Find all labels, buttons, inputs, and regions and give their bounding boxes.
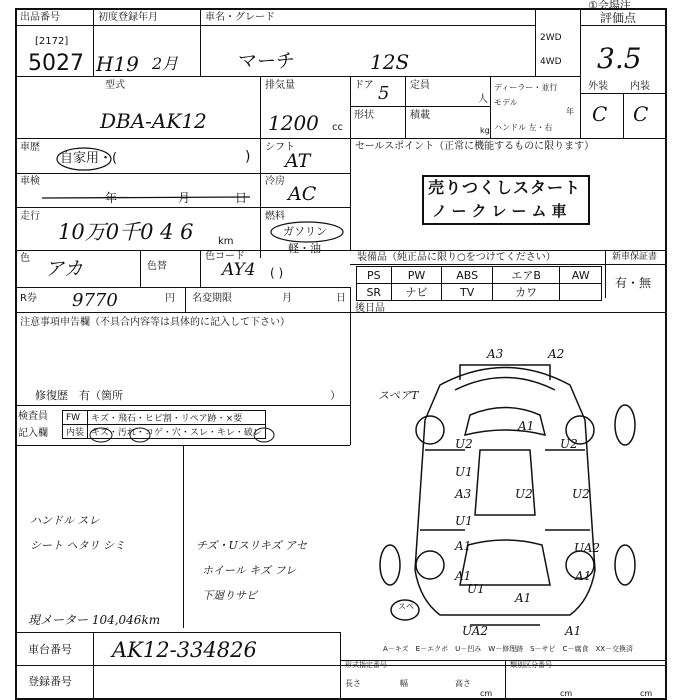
options-table: [356, 266, 602, 301]
chassis-value: AK12-334826: [112, 638, 257, 662]
load-label: 積載: [410, 110, 430, 121]
door-label: ドア: [354, 80, 374, 91]
inspection-label: 車検: [20, 176, 40, 187]
damage-mark: A1: [565, 624, 582, 638]
lot-label: 出品番号: [20, 12, 60, 23]
inspector-cell: キズ・汚れ・コゲ・穴・スレ・キレ・破レ: [88, 425, 266, 439]
handle-label: ハンドル 左・右: [494, 123, 553, 132]
inspection-day: 日: [235, 191, 248, 205]
lot-number: 5027: [28, 51, 84, 76]
divider: [340, 632, 341, 700]
divider: [505, 660, 506, 700]
options-row: [357, 267, 602, 284]
divider: [605, 250, 606, 298]
exterior-label: 外装: [588, 81, 608, 92]
divider: [15, 405, 350, 406]
divider: [260, 76, 261, 258]
width-label: 幅: [400, 679, 408, 688]
damage-mark: UA2: [462, 624, 489, 638]
damage-mark: U1: [455, 514, 473, 528]
history-value: 自家用・(: [60, 151, 118, 166]
recycle-unit: 円: [165, 293, 175, 304]
height-label: 高さ: [455, 679, 471, 688]
damage-diagram: [360, 340, 660, 640]
ac-label: 冷房: [265, 176, 285, 187]
deadline-month: 月: [282, 293, 292, 304]
door-value: 5: [378, 83, 390, 104]
car-name: マーチ: [238, 50, 296, 72]
inspector-cell: FW: [63, 411, 88, 425]
divider: [350, 405, 351, 445]
person-unit: 人: [478, 94, 488, 105]
option-cell: PW: [391, 267, 442, 284]
repair-history-label: 修復歴 有（箇所: [35, 389, 123, 402]
note-right-3: 下廻りサビ: [202, 589, 257, 602]
size-left-label: 形式指定番号: [345, 661, 387, 669]
color-value: アカ: [45, 258, 83, 280]
damage-mark: A1: [455, 539, 472, 553]
divider: [350, 138, 351, 250]
damage-mark: A1: [575, 569, 592, 583]
circle-mark: [88, 426, 288, 444]
spare-mark: スペ: [398, 602, 414, 611]
color-change-label: 色替: [147, 261, 167, 272]
option-cell: AW: [560, 267, 602, 284]
new-car-warranty-label: 新車保証書: [612, 252, 658, 262]
divider: [185, 287, 186, 312]
inspector-cell: キズ・飛石・ヒビ割・リペア跡・×要: [88, 411, 266, 425]
inspection-month: 月: [178, 191, 191, 205]
drive-2wd: 2WD: [540, 33, 562, 43]
inspector-label-1: 検査員: [18, 411, 48, 422]
divider: [15, 138, 667, 139]
divider: [15, 287, 350, 288]
divider: [580, 8, 581, 138]
damage-mark: U1: [455, 465, 473, 479]
grade-label: 評価点: [600, 11, 637, 25]
damage-mark: U2: [515, 487, 533, 501]
damage-mark: A1: [455, 569, 472, 583]
divider: [15, 173, 350, 174]
divider: [580, 25, 667, 26]
history-close: ): [245, 149, 251, 165]
divider: [623, 93, 624, 138]
mileage-value: 10万0千0 4 6: [58, 220, 194, 244]
option-cell: PS: [357, 267, 392, 284]
inspector-row: [63, 411, 266, 425]
notes-title: 注意事項申告欄（不具合内容等は具体的に記入して下さい）: [20, 317, 290, 328]
sales-point-label: セールスポイント（正常に機能するものに限ります）: [355, 141, 595, 152]
note-left-1: ハンドル スレ: [30, 514, 100, 527]
strike-line: [40, 188, 255, 208]
options-title: 装備品（純正品に限り○をつけてください）: [357, 252, 556, 263]
grade-name: 12S: [370, 50, 410, 74]
damage-mark: U2: [572, 487, 590, 501]
divider: [15, 665, 667, 666]
spare-tire-mark: スペアT: [378, 389, 419, 402]
option-cell: ナビ: [391, 284, 442, 301]
note-right-1: チズ・Uスリキズ アセ: [196, 539, 307, 552]
option-cell: カワ: [492, 284, 559, 301]
color-label: 色: [20, 253, 30, 264]
first-reg-year: H19: [96, 52, 139, 76]
shape-label: 形状: [354, 110, 374, 121]
divider: [183, 445, 184, 628]
first-reg-month: 2月: [152, 54, 179, 73]
divider: [350, 264, 667, 265]
divider: [15, 250, 667, 251]
model-label: 型式: [105, 80, 125, 91]
shift-value: AT: [285, 150, 311, 172]
damage-mark: U2: [560, 437, 578, 451]
divider: [350, 76, 351, 138]
option-cell: ABS: [442, 267, 493, 284]
lot-code: [2172]: [35, 36, 69, 47]
divider: [15, 312, 667, 313]
interior-grade: C: [633, 102, 649, 126]
registration-label: 登録番号: [28, 675, 72, 688]
diagram-legend: A－キズ E－エクボ U－凹み W－修理跡 S－サビ C－腐食 XX－交換済: [383, 645, 634, 653]
interior-label: 内装: [630, 81, 650, 92]
warranty-value: 有・無: [615, 276, 652, 290]
venue-label: ①会場注: [588, 0, 631, 12]
kg-unit: kg: [480, 126, 490, 135]
fuel-other: ( ): [270, 266, 284, 280]
model-value: DBA-AK12: [100, 109, 207, 133]
divider: [200, 8, 201, 76]
drive-4wd: 4WD: [540, 57, 562, 67]
exterior-grade: C: [592, 102, 608, 126]
cm-unit: cm: [560, 689, 573, 698]
divider: [405, 76, 406, 138]
ac-value: AC: [288, 183, 317, 205]
damage-mark: U2: [455, 437, 473, 451]
divider: [340, 660, 667, 661]
recycle-label: R券: [20, 293, 37, 304]
cc-unit: cc: [332, 122, 343, 133]
inspection-year: 年: [105, 191, 118, 205]
dealer-label: ディーラー・並行: [494, 83, 558, 92]
inspector-cell: 内装: [63, 425, 88, 439]
car-name-label: 車名・グレード: [205, 12, 275, 23]
divider: [140, 250, 141, 287]
damage-mark: A1: [515, 591, 532, 605]
divider: [350, 106, 490, 107]
note-right-2: ホイール キズ フレ: [202, 564, 297, 577]
inspector-label-2: 記入欄: [18, 428, 48, 439]
mileage-unit: km: [218, 236, 234, 247]
cc-value: 1200: [268, 111, 319, 135]
stamp-line1: 売りつくしスタート: [428, 178, 582, 197]
damage-mark: A3: [487, 347, 504, 361]
capacity-label: 定員: [410, 80, 430, 91]
chassis-label: 車台番号: [28, 643, 72, 656]
fuel-label: 燃料: [265, 211, 285, 222]
divider: [200, 250, 201, 287]
divider: [15, 76, 580, 77]
first-reg-label: 初度登録年月: [98, 12, 158, 23]
recycle-value: 9770: [72, 290, 118, 311]
later-items-label: 後日品: [355, 303, 385, 314]
option-cell: TV: [442, 284, 493, 301]
stamp-line2: ノークレーム車: [432, 202, 572, 220]
option-cell: [560, 284, 602, 301]
overall-score: 3.5: [597, 42, 642, 75]
damage-mark: U1: [467, 582, 485, 596]
color-code-label: 色コード: [205, 251, 245, 262]
length-label: 長さ: [345, 679, 361, 688]
model-year-label: モデル: [494, 98, 518, 107]
size-right-label: 類別区分番号: [510, 661, 552, 669]
history-label: 車歴: [20, 142, 40, 153]
circle-mark: [54, 146, 114, 172]
damage-mark: A2: [548, 347, 565, 361]
divider: [93, 8, 94, 76]
cc-label: 排気量: [265, 80, 295, 91]
meter-note: 現メーター 104,046km: [28, 613, 161, 627]
deadline-day: 日: [336, 293, 346, 304]
year-unit: 年: [566, 107, 574, 116]
options-row: [357, 284, 602, 301]
option-cell: エアB: [492, 267, 559, 284]
option-cell: SR: [357, 284, 392, 301]
divider: [15, 632, 340, 633]
fuel-diesel: 軽・油: [288, 242, 321, 255]
repair-history-close: ）: [330, 389, 341, 402]
damage-mark: A3: [455, 487, 472, 501]
cm-unit: cm: [640, 689, 653, 698]
divider: [350, 287, 351, 405]
fuel-gasoline: ガソリン: [283, 225, 327, 238]
deadline-label: 名変期限: [192, 293, 232, 304]
divider: [535, 8, 536, 76]
color-code: AY4: [222, 260, 256, 280]
damage-mark: UA2: [574, 541, 601, 555]
divider: [490, 76, 491, 138]
shift-label: シフト: [265, 142, 295, 153]
mileage-label: 走行: [20, 211, 40, 222]
damage-mark: A1: [518, 419, 535, 433]
note-left-2: シート ヘタリ シミ: [30, 539, 125, 552]
divider: [93, 632, 94, 700]
cm-unit: cm: [480, 689, 493, 698]
